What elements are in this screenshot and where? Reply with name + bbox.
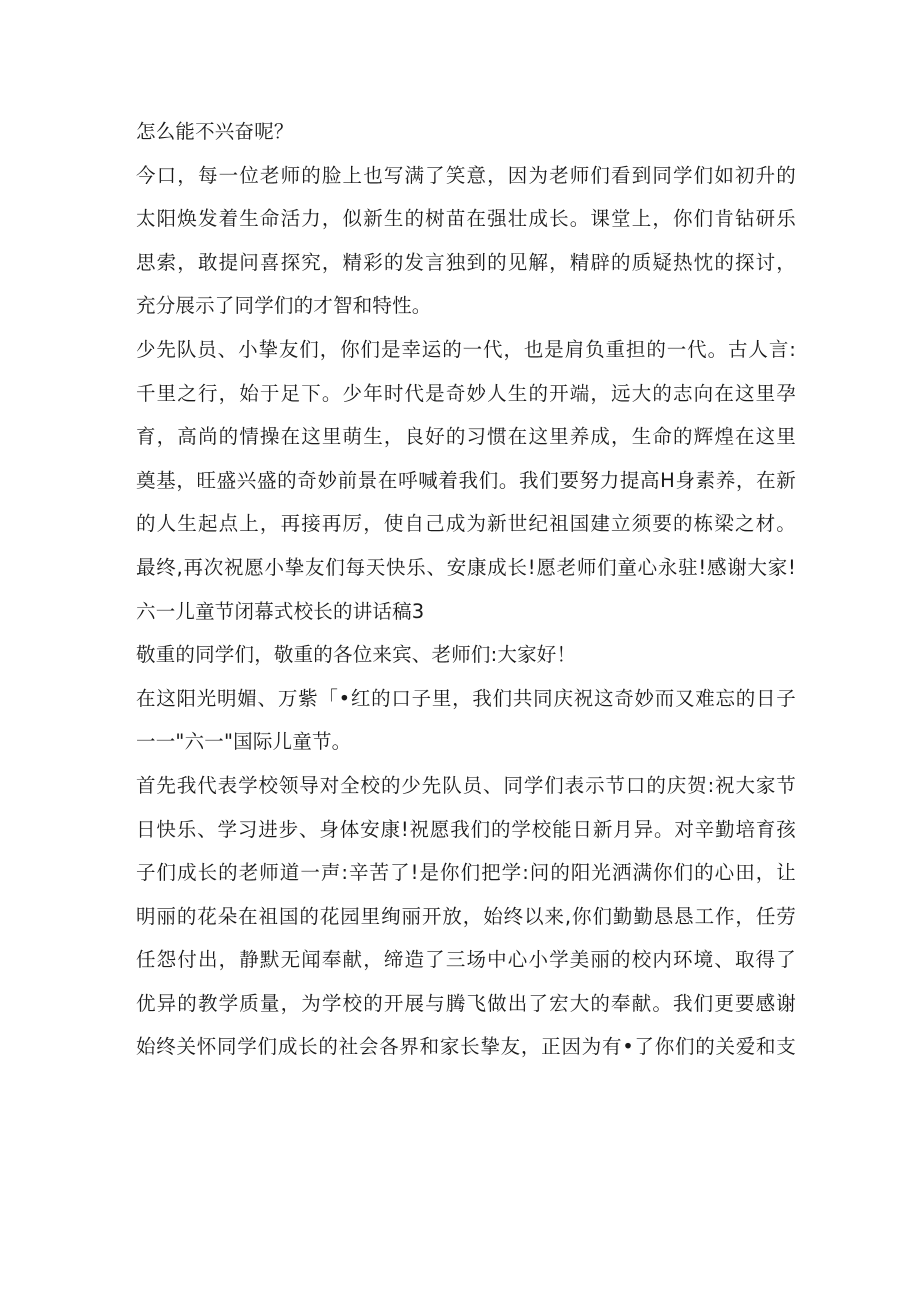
- text-line: 少先队员、小挚友们，你们是幸运的一代，也是肩负重担的一代。古人言:: [136, 337, 796, 361]
- text-line: 怎么能不兴奋呢？: [136, 120, 294, 143]
- text-line: 明丽的花朵在祖国的花园里绚丽开放，始终以来,你们勤勤恳恳工作，任劳: [136, 904, 796, 928]
- text-line: 太阳焕发着生命活力，似新生的树苗在强壮成长。课堂上，你们肯钻研乐: [136, 207, 796, 231]
- text-line: 子们成长的老师道一声:辛苦了!是你们把学:问的阳光洒满你们的心田，让: [136, 861, 796, 885]
- text-line: 任怨付出，静默无闻奉献，缔造了三场中心小学美丽的校内环境、取得了: [136, 948, 796, 972]
- text-line: 优异的教学质量，为学校的开展与腾飞做出了宏大的奉献。我们更要感谢: [136, 991, 796, 1015]
- text-line: 一一"六一"国际儿童节。: [136, 730, 352, 754]
- text-line: 思索，敢提问喜探究，精彩的发言独到的见解，精辟的质疑热忱的探讨，: [136, 250, 796, 274]
- text-line: 最终,再次祝愿小挚友们每天快乐、安康成长!愿老师们童心永驻!感谢大家!: [136, 555, 796, 579]
- section-heading: 六一儿童节闭幕式校长的讲话稿3: [136, 599, 425, 623]
- document-body: [136, 110, 796, 1069]
- text-line: 育，高尚的情操在这里萌生，良好的习惯在这里养成，生命的辉煌在这里: [136, 425, 796, 449]
- text-line: 奠基，旺盛兴盛的奇妙前景在呼喊着我们。我们要努力提高H身素养，在新: [136, 468, 796, 492]
- text-line: 今口，每一位老师的脸上也写满了笑意，因为老师们看到同学们如初升的: [136, 163, 796, 187]
- text-line: 的人生起点上，再接再厉，使自己成为新世纪祖国建立须要的栋梁之材。: [136, 512, 796, 536]
- text-line: 首先我代表学校领导对全校的少先队员、同学们表示节口的庆贺:祝大家节: [136, 773, 796, 797]
- text-line: 敬重的同学们，敬重的各位来宾、老师们:大家好！: [136, 643, 577, 667]
- text-line: 千里之行，始于足下。少年时代是奇妙人生的开端，远大的志向在这里孕: [136, 381, 796, 405]
- text-line: 日快乐、学习进步、身体安康!祝愿我们的学校能日新月异。对辛勤培育孩: [136, 817, 796, 841]
- text-line: 充分展示了同学们的才智和特性。: [136, 294, 432, 318]
- text-line: 在这阳光明媚、万紫「•红的口子里，我们共同庆祝这奇妙而又难忘的日子: [136, 686, 796, 710]
- text-line: 始终关怀同学们成长的社会各界和家长挚友，正因为有•了你们的关爱和支: [136, 1035, 796, 1059]
